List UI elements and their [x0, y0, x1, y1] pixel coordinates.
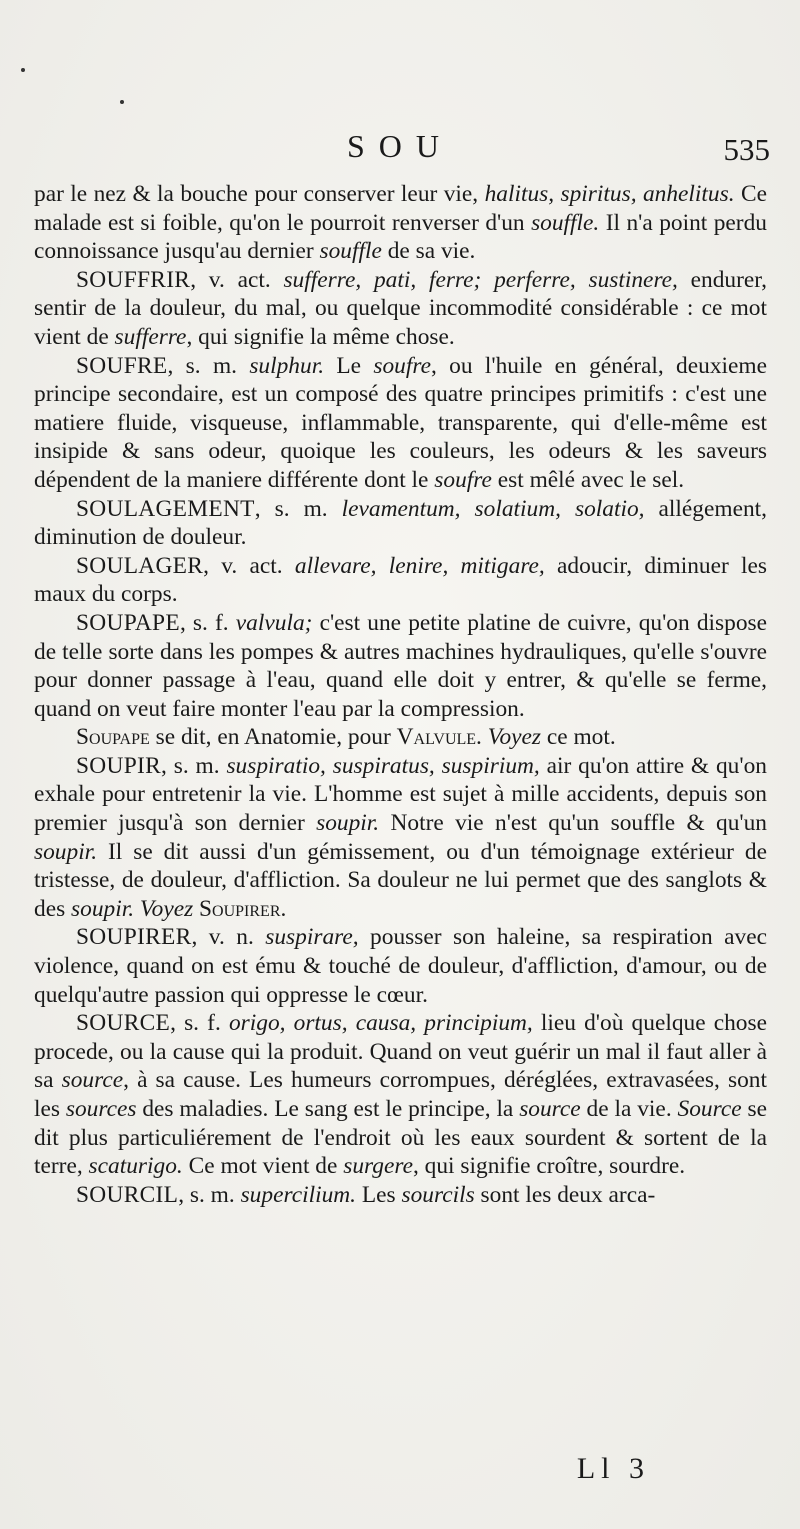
headword: SOURCE — [76, 1010, 171, 1037]
headword: SOULAGER — [76, 552, 204, 579]
page-number: 535 — [723, 132, 770, 167]
entry-soupirer: SOUPIRER, v. n. suspirare, pousser son haleine, sa respiration avec violence, quand on est ému & touché de douleur, d'affliction, d'amour, ou de quelqu'autre passion qui oppresse le cœur. — [34, 924, 767, 1008]
entry-souffrir: SOUFFRIR, v. act. sufferre, pati, ferre; perferre, sustinere, endurer, sentir de la douleur, du mal, ou quelque incommodité considérable : ce mot vient de sufferre, qui signifie la même chose. — [34, 266, 767, 350]
headword: SOUPIR — [76, 752, 161, 779]
entry-soupir: SOUPIR, s. m. suspiratio, suspiratus, suspirium, air qu'on attire & qu'on exhale pour entretenir la vie. L'homme est sujet à mille accidents, depuis son premier jusqu'à son dernier soupir. Notre vie n'est qu'un souffle & qu'un soupir. Il se dit aussi d'un gémissement, ou d'un témoignage extérieur de tristesse, de douleur, d'affliction. Sa douleur ne lui permet que des sanglots & des soupir. Voyez Soupirer. — [34, 752, 767, 922]
ink-speck — [120, 100, 124, 104]
running-head: SOU — [346, 128, 453, 164]
headword: SOUFFRIR — [76, 266, 191, 293]
headword: SOUFRE — [76, 352, 168, 379]
headword: SOURCIL — [76, 1181, 179, 1208]
ink-speck — [21, 68, 25, 72]
headword: SOULAGEMENT — [76, 495, 255, 522]
entry-sourcil: SOURCIL, s. m. supercilium. Les sourcils sont les deux arca- — [76, 1181, 656, 1208]
headword: SOUPAPE — [76, 609, 180, 636]
entry-source: SOURCE, s. f. origo, ortus, causa, principium, lieu d'où quelque chose procede, ou la cause qui la produit. Quand on veut guérir un mal il faut aller à sa source, à sa cause. Les humeurs corrompues, déréglées, extravasées, sont les sources des maladies. Le sang est le principe, la source de la vie. Source se dit plus particuliérement de l'endroit où les eaux sourdent & sortent de la terre, scaturigo. Ce mot vient de surgere, qui signifie croître, sourdre. — [34, 1010, 767, 1180]
dictionary-text — [34, 180, 767, 1209]
entry-soupape-anatomie: Soupape se dit, en Anatomie, pour Valvule. Voyez ce mot. — [76, 724, 616, 751]
entry-soufre: SOUFRE, s. m. sulphur. Le soufre, ou l'huile en général, deuxieme principe secondaire, est un composé des quatre principes primitifs : c'est une matiere fluide, visqueuse, inflammable, transparente, qui d'elle-même est insipide & sans odeur, quoique les couleurs, les odeurs & les saveurs dépendent de la maniere différente dont le soufre est mêlé avec le sel. — [34, 352, 767, 493]
entry-soulager: SOULAGER, v. act. allevare, lenire, mitigare, adoucir, diminuer les maux du corps. — [34, 552, 767, 608]
page-header — [0, 128, 800, 172]
entry-soulagement: SOULAGEMENT, s. m. levamentum, solatium, solatio, allégement, diminution de douleur. — [34, 495, 767, 551]
entry-continuation: par le nez & la bouche pour conserver leur vie, halitus, spiritus, anhelitus. Ce malade est si foible, qu'on le pourroit renverser d'un souffle. Il n'a point perdu connoissance jusqu'au dernier souffle de sa vie. — [34, 181, 767, 265]
signature-mark: Ll 3 — [576, 1452, 650, 1485]
entry-soupape: SOUPAPE, s. f. valvula; c'est une petite platine de cuivre, qu'on dispose de telle sorte dans les pompes & autres machines hydrauliques, qu'elle s'ouvre pour donner passage à l'eau, quand elle doit y entrer, & qu'elle se ferme, quand on veut faire monter l'eau par la compression. — [34, 609, 767, 722]
headword: SOUPIRER — [76, 924, 192, 951]
